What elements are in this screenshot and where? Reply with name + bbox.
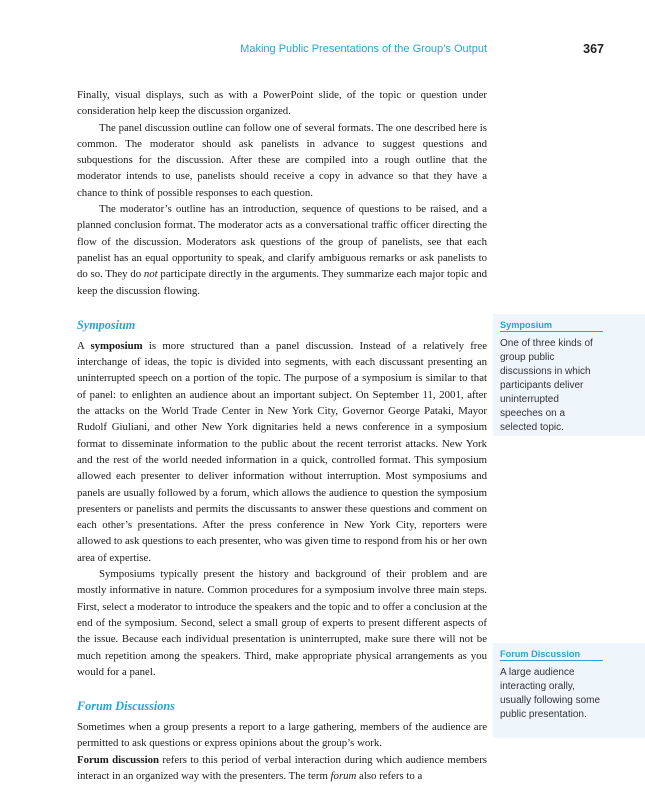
- paragraph-text: is more structured than a panel discussion. Instead of a relatively free interchange of ideas, the topic is divided into segments, with each discussant presenting an uninterrupted speech on a portion of the topic. The purpose of a symposium is similar to that of panel: to enlighten an audience about an important subject. On September 11, 2001, after the attacks on the World Trade Center in New York City, Governor George Pataki, Mayor Rudolf Giuliani, and other New York dignitaries held a news conference in a symposium format to disseminate information to the public about the recent terrorist attacks. New York and the rest of the world needed information in a quick, controlled format. This symposium allowed each presenter to deliver information without interruption. Most symposiums and panels are usually followed by a forum, which allows the audience to question the symposium presenters or panelists and permits the discussants to answer these questions and comment on each other’s presentations. After the press conference in New York City, reporters were allowed to ask questions to each presenter, who was given time to respond from his or her own area of expertise.: [77, 339, 487, 564]
- paragraph-forum-intro: Sometimes when a group presents a report to a large gathering, members of the audience are permitted to ask questions or express opinions about the group’s work.: [77, 721, 487, 750]
- paragraph-forum-definition: [77, 752, 487, 785]
- main-text-column: [77, 87, 487, 784]
- paragraph-text: also refers to a: [356, 769, 423, 782]
- section-heading-symposium: Symposium: [77, 317, 136, 332]
- glossary-term-forum-discussion: Forum Discussion: [500, 643, 603, 661]
- glossary-definition-forum-discussion: A large audience interacting orally, usually following some public presentation.: [500, 667, 601, 720]
- paragraph-text: The moderator’s outline has an introduction, sequence of questions to be raised, and a planned conclusion format. The moderator acts as a conversational traffic officer directing the flow of the discussion. Moderators ask questions of the group of panelists, see that each panelist has an equal opportunity to speak, and clarify ambiguous remarks or ask panelists to do so. They do: [77, 203, 487, 281]
- running-head: [0, 42, 645, 60]
- paragraph-moderator-outline: [77, 201, 487, 299]
- page-number: 367: [583, 42, 604, 56]
- paragraph-symposium-definition: [77, 338, 487, 566]
- glossary-definition-symposium: One of three kinds of group public discussions in which participants deliver uninterrupted speeches on a selected topic.: [500, 338, 593, 433]
- margin-glossary-forum-discussion: [493, 643, 645, 738]
- section-heading-forum-discussions: Forum Discussions: [77, 699, 175, 714]
- running-title: Making Public Presentations of the Group’s Output: [240, 43, 487, 55]
- paragraph-text: participate directly in the arguments. They summarize each major topic and keep the discussion flowing.: [77, 268, 487, 297]
- key-term-forum-discussion: Forum discussion: [77, 753, 159, 766]
- paragraph-visual-displays: Finally, visual displays, such as with a PowerPoint slide, of the topic or question under consideration help keep the discussion organized.: [77, 89, 487, 118]
- emphasis-not: not: [143, 268, 158, 281]
- glossary-term-symposium: Symposium: [500, 314, 603, 332]
- key-term-symposium: symposium: [90, 339, 143, 352]
- emphasis-forum: forum: [330, 769, 357, 782]
- margin-glossary-symposium: [493, 314, 645, 436]
- paragraph-text: refers to this period of verbal interaction during which audience members interact in an organized way with the presenters. The term: [77, 753, 487, 782]
- paragraph-panel-outline: The panel discussion outline can follow one of several formats. The one described here is common. The moderator should ask panelists in advance to suggest questions and subquestions for the discussion. After these are compiled into a rough outline that the moderator intends to use, panelists should receive a copy in advance so that they have a chance to think of possible responses to each question.: [77, 121, 487, 199]
- paragraph-symposium-procedures: Symposiums typically present the history and background of their problem and are mostly informative in nature. Common procedures for a symposium involve three main steps. First, select a moderator to introduce the speakers and the topic and to offer a conclusion at the end of the symposium. Second, select a small group of experts to present different aspects of the issue. Because each individual presentation is uninterrupted, make sure there will not be much repetition among the speakers. Third, make appropriate physical arrangements as you would for a panel.: [77, 568, 487, 678]
- paragraph-text: A: [77, 339, 91, 352]
